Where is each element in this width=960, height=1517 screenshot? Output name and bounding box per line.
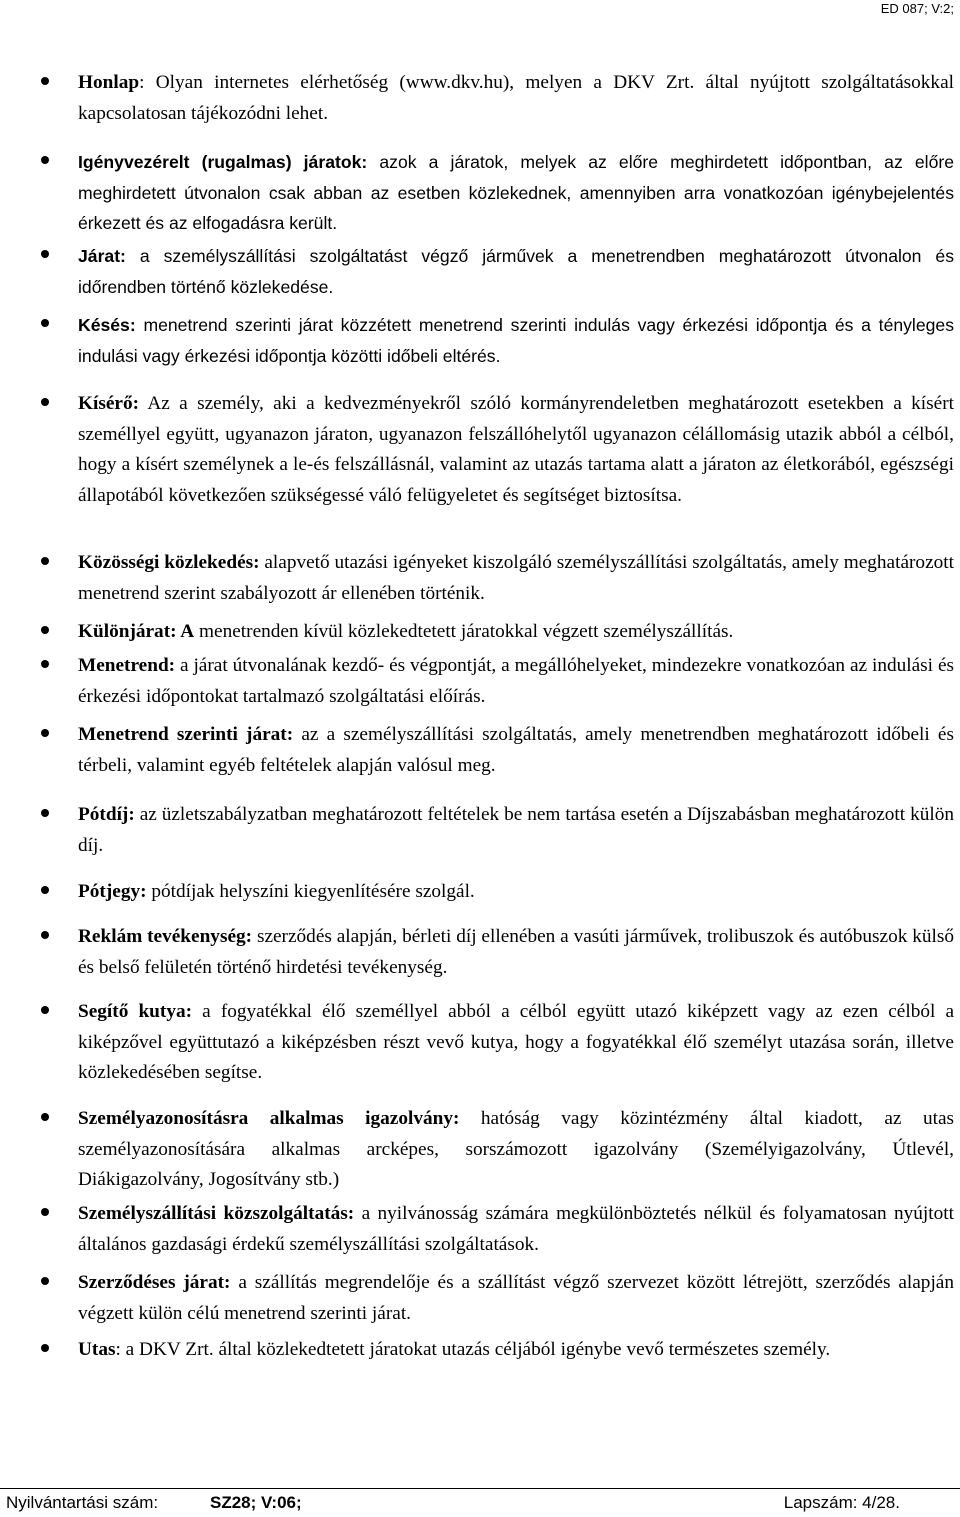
definition-term: Szerződéses járat: bbox=[78, 1272, 231, 1293]
website-link[interactable]: www.dkv.hu bbox=[405, 72, 503, 93]
definition-text: Honlap: Olyan internetes elérhetőség (www.dkv.hu), melyen a DKV Zrt. által nyújtott szolgáltatásokkal kapcsolatosan tájékozódni lehet. bbox=[78, 72, 954, 124]
bullet-icon bbox=[41, 77, 49, 85]
definition-term: Menetrend szerinti járat: bbox=[78, 724, 294, 745]
definition-text: Szerződéses járat: a szállítás megrendelője és a szállítást végző szervezet között létrejött, szerződés alapján végzett külön célú menetrend szerinti járat. bbox=[78, 1272, 955, 1324]
bullet-icon bbox=[41, 1344, 49, 1352]
definition-term: Pótdíj: bbox=[78, 804, 135, 825]
bullet-icon bbox=[41, 660, 49, 668]
definition-term: Különjárat: A bbox=[78, 621, 195, 642]
definition-text: Járat: a személyszállítási szolgáltatást végző járművek a menetrendben meghatározott útvonalon és időrendben történő közlekedése. bbox=[78, 246, 954, 297]
definition-term: Pótjegy: bbox=[78, 881, 147, 902]
definition-term: Segítő kutya: bbox=[78, 1001, 193, 1022]
definition-term: Igényvezérelt (rugalmas) járatok: bbox=[78, 152, 368, 172]
definition-text: Késés: menetrend szerinti járat közzétett menetrend szerinti indulás vagy érkezési időpontja és a tényleges indulási vagy érkezési időpontja közötti időbeli eltérés. bbox=[78, 315, 954, 366]
bullet-icon bbox=[41, 626, 49, 634]
page-number: Lapszám: 4/28. bbox=[783, 1493, 900, 1512]
bullet-icon bbox=[41, 886, 49, 894]
definition-term: Személyazonosításra alkalmas igazolvány: bbox=[78, 1108, 460, 1129]
bullet-icon bbox=[41, 729, 49, 737]
bullet-icon bbox=[41, 1006, 49, 1014]
definition-text: Menetrend szerinti járat: az a személyszállítási szolgáltatás, amely menetrendben meghatározott időbeli és térbeli, valamint egyéb feltételek alapján valósul meg. bbox=[78, 724, 954, 776]
definition-term: Járat: bbox=[78, 246, 126, 266]
definition-term: Késés: bbox=[78, 315, 136, 335]
definition-text: Reklám tevékenység: szerződés alapján, bérleti díj ellenében a vasúti járművek, trolibuszok és autóbuszok külső és belső felületén történő hirdetési tevékenység. bbox=[78, 926, 954, 978]
bullet-icon bbox=[41, 1277, 49, 1285]
definition-text: Utas: a DKV Zrt. által közlekedtetett járatokat utazás céljából igénybe vevő természetes személy. bbox=[78, 1339, 831, 1360]
bullet-icon bbox=[41, 809, 49, 817]
definition-term: Személyszállítási közszolgáltatás: bbox=[78, 1203, 355, 1224]
registry-number-label: Nyilvántartási szám: bbox=[6, 1493, 159, 1512]
definition-term: Közösségi közlekedés: bbox=[78, 552, 260, 573]
definition-term: Utas bbox=[78, 1339, 116, 1360]
definition-text: Pótdíj: az üzletszabályzatban meghatározott feltételek be nem tartása esetén a Díjszabásban meghatározott külön díj. bbox=[78, 804, 954, 856]
definition-term: Menetrend: bbox=[78, 655, 176, 676]
definition-term: Kísérő: bbox=[78, 393, 140, 414]
definition-term: Honlap bbox=[78, 72, 140, 93]
definition-text: Igényvezérelt (rugalmas) járatok: azok a járatok, melyek az előre meghirdetett időpontban, az előre meghirdetett útvonalon csak abban az esetben közlekednek, amennyiben arra vonatkozóan igénybejelentés érkezett és az elfogadásra került. bbox=[78, 152, 954, 233]
definition-text: Kísérő: Az a személy, aki a kedvezményekről szóló kormányrendeletben meghatározott esetekben a kísért személlyel együtt, ugyanazon járaton, ugyanazon felszállóhelytől ugyanazon célállomásig utazik abból a célból, hogy a kísért személynek a le-és felszállásnál, valamint az utazás tartama alatt a járaton az életkorából, egészségi állapotából következően szükségessé váló felügyeletet és segítséget biztosítsa. bbox=[78, 393, 954, 506]
definition-term: Reklám tevékenység: bbox=[78, 926, 253, 947]
page-footer bbox=[0, 1488, 960, 1517]
bullet-icon bbox=[41, 156, 49, 164]
definition-text: Különjárat: A menetrenden kívül közlekedtetett járatokkal végzett személyszállítás. bbox=[78, 621, 734, 642]
bullet-icon bbox=[41, 931, 49, 939]
bullet-icon bbox=[41, 250, 49, 258]
bullet-icon bbox=[41, 1113, 49, 1121]
definition-text: Pótjegy: pótdíjak helyszíni kiegyenlítésére szolgál. bbox=[78, 881, 475, 902]
definition-text: Menetrend: a járat útvonalának kezdő- és végpontját, a megállóhelyeket, mindezekre vonatkozóan az indulási és érkezési időpontokat tartalmazó szolgáltatási előírás. bbox=[78, 655, 954, 707]
bullet-icon bbox=[41, 1208, 49, 1216]
document-code: ED 087; V:2; bbox=[880, 1, 954, 16]
bullet-icon bbox=[41, 319, 49, 327]
bullet-icon bbox=[41, 557, 49, 565]
bullet-icon bbox=[41, 398, 49, 406]
definition-text: Személyazonosításra alkalmas igazolvány: hatóság vagy közintézmény által kiadott, az utas személyazonosítására alkalmas arcképes, sorszámozott igazolvány (Személyigazolvány, Útlevél, Diákigazolvány, Jogosítvány stb.) bbox=[78, 1108, 955, 1190]
definition-text: Segítő kutya: a fogyatékkal élő személlyel abból a célból együtt utazó kiképzett vagy az ezen célból a kiképzővel együttutazó a kiképzésben részt vevő kutya, hogy a fogyatékkal élő személyt utazása során, illetve közlekedésében segítse. bbox=[78, 1001, 954, 1083]
definition-text: Személyszállítási közszolgáltatás: a nyilvánosság számára megkülönböztetés nélkül és folyamatosan nyújtott általános gazdasági érdekű személyszállítási szolgáltatások. bbox=[78, 1203, 954, 1255]
registry-number-value: SZ28; V:06; bbox=[210, 1493, 302, 1512]
definition-text: Közösségi közlekedés: alapvető utazási igényeket kiszolgáló személyszállítási szolgáltatás, amely meghatározott menetrend szerint szabályozott ár ellenében történik. bbox=[78, 552, 954, 604]
